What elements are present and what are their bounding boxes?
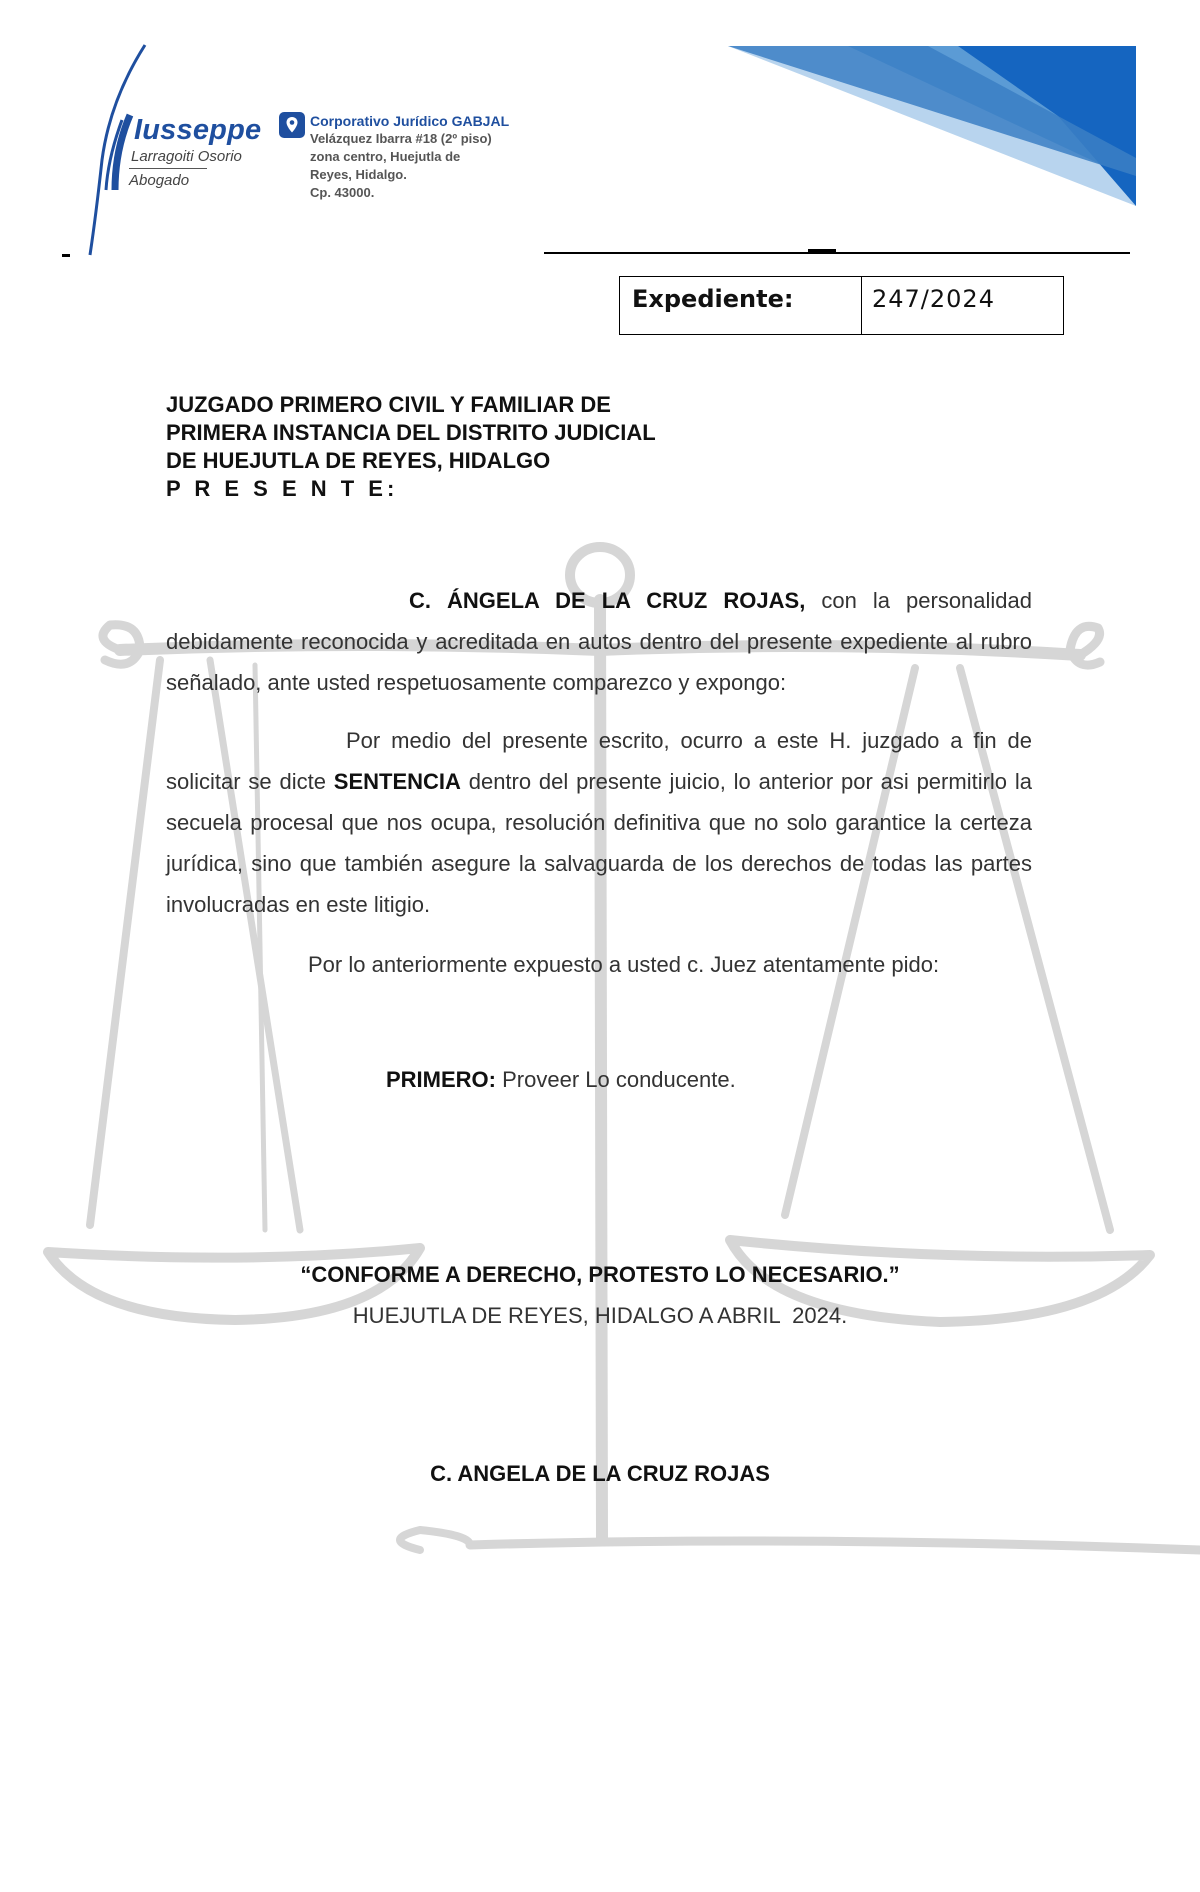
office-address-line: Cp. 43000.: [310, 185, 375, 200]
expediente-box: [619, 276, 1064, 335]
presente-label: P R E S E N T E:: [166, 476, 399, 501]
header-rule: [544, 252, 1130, 254]
addressee-line: PRIMERA INSTANCIA DEL DISTRITO JUDICIAL: [166, 420, 656, 445]
corner-decoration: [728, 46, 1136, 206]
intro-text: con la personalidad debidamente reconocida y acreditada en autos dentro del presente expediente al rubro señalado, ante usted respetuosamente comparezco y expongo:: [166, 588, 1033, 695]
office-address-line: zona centro, Huejutla de: [310, 149, 461, 164]
office-address-line: Velázquez Ibarra #18 (2º piso): [310, 131, 492, 146]
logo-subtitle: Larragoiti Osorio: [131, 148, 242, 165]
signature-name: C. ANGELA DE LA CRUZ ROJAS: [430, 1461, 770, 1486]
logo-title: Abogado: [129, 172, 190, 189]
logo-divider: [129, 168, 207, 169]
conclusion-paragraph: Por lo anteriormente expuesto a usted c. Juez atentamente pido:: [308, 952, 940, 977]
map-pin-icon: [279, 112, 305, 138]
petition-text: Proveer Lo conducente.: [496, 1067, 736, 1092]
place-date: HUEJUTLA DE REYES, HIDALGO A ABRIL 2024.: [352, 1303, 848, 1328]
office-name: Corporativo Jurídico GABJAL: [310, 113, 510, 129]
header-rule-mark: [808, 249, 836, 252]
request-paragraph: [166, 720, 1032, 925]
addressee-block: [166, 391, 656, 503]
addressee-line: JUZGADO PRIMERO CIVIL Y FAMILIAR DE: [166, 392, 611, 417]
addressee-line: DE HUEJUTLA DE REYES, HIDALGO: [166, 448, 551, 473]
petition-item: [386, 1067, 736, 1093]
request-text-a: Por medio del presente escrito, ocurro a este H. juzgado a fin de solicitar se dicte: [166, 728, 1032, 794]
expediente-value: 247/2024: [872, 285, 995, 313]
closing-motto: “CONFORME A DERECHO, PROTESTO LO NECESARIO.”: [300, 1262, 900, 1287]
petitioner-name: C. ÁNGELA DE LA CRUZ ROJAS,: [409, 588, 806, 613]
header-dash: [62, 254, 70, 257]
office-address-line: Reyes, Hidalgo.: [310, 167, 407, 182]
request-text-b: dentro del presente juicio, lo anterior por asi permitirlo la secuela procesal que nos ocupa, resolución definitiva que no solo garantice la certeza jurídica, sino que también asegure la salvaguarda de los derechos de todas las partes involucradas en este litigio.: [166, 769, 1032, 917]
intro-paragraph: [166, 580, 1032, 703]
office-info: [310, 112, 509, 202]
expediente-label: Expediente:: [620, 277, 862, 334]
logo-name: Iusseppe: [134, 114, 262, 146]
request-keyword: SENTENCIA: [333, 769, 461, 794]
petition-label: PRIMERO:: [386, 1067, 496, 1092]
